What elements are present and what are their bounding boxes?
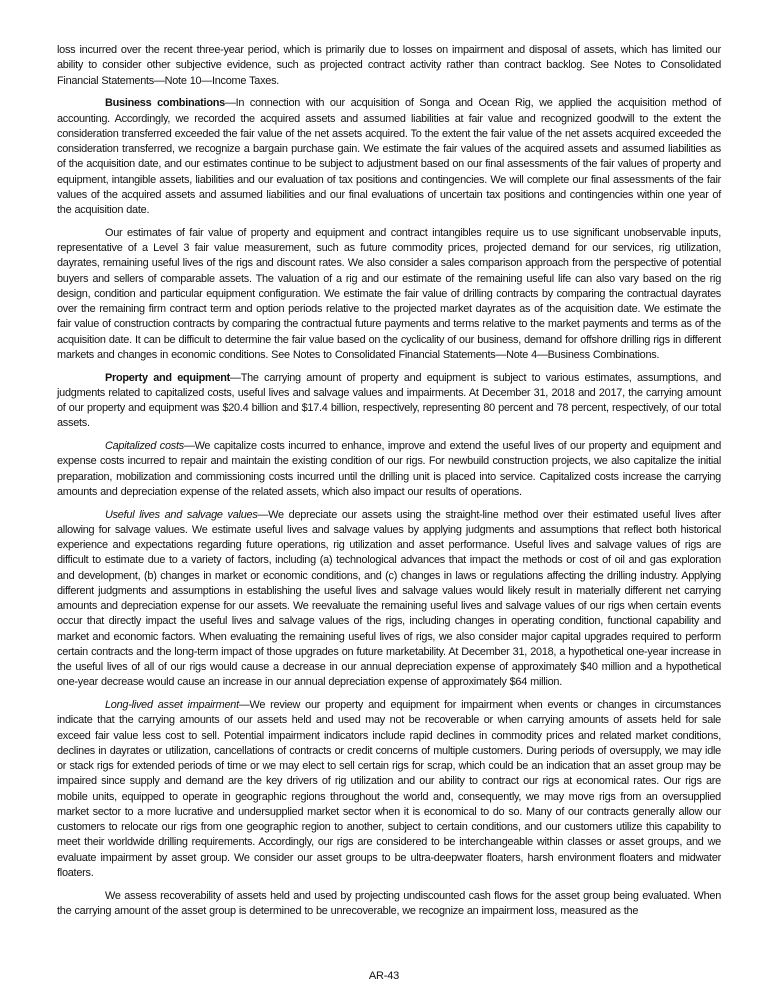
paragraph-capitalized-costs (57, 439, 721, 500)
subsection-heading: Capitalized costs (105, 440, 184, 452)
document-body (57, 43, 721, 927)
subsection-heading: Long-lived asset impairment (105, 699, 239, 711)
subsection-heading: Useful lives and salvage values (105, 508, 258, 521)
paragraph-text: loss incurred over the recent three-year period, which is primarily due to losses on impairment and disposal of assets, which has limited our ability to consider other subjective evidence, such as projected contract activity rather than contract backlog. See Notes to Consolidated Financial Statements—Note 10—Income Taxes. (57, 44, 721, 87)
paragraph-business-combinations (57, 96, 721, 218)
paragraph-text: Our estimates of fair value of property and equipment and contract intangibles require us to use significant unobservable inputs, representative of a Level 3 fair value measurement, such as future commodity prices, projected demand for our services, rig utilization, dayrates, remaining useful lives of the rigs and discount rates. We also consider a sales comparison approach from the perspective of potential buyers and sellers of comparable assets. The valuation of a rig and our estimate of the remaining useful life can also vary based on the rig design, condition and particular equipment configuration. We estimate the fair value of drilling contracts by comparing the contractual dayrates over the remaining firm contract term and option periods relative to the projected market dayrates as of the acquisition date. We estimate the fair value of construction contracts by comparing the contractual future payments and terms relative to the market payments and terms as of the acquisition date. It can be difficult to determine the fair value based on the cyclicality of our business, demand for offshore drilling rigs in different markets and changes in economic conditions. See Notes to Consolidated Financial Statements—Note 4—Business Combinations. (57, 226, 721, 361)
paragraph-text: We assess recoverability of assets held and used by projecting undiscounted cash flows for the asset group being evaluated. When the carrying amount of the asset group is determined to be unrecoverable, we recognize an impairment loss, measured as the (57, 889, 721, 917)
paragraph-text: —We capitalize costs incurred to enhance, improve and extend the useful lives of our property and equipment and expense costs incurred to repair and maintain the existing condition of our rigs. For newbuild construction projects, we also capitalize the initial preparation, mobilization and commissioning costs incurred until the drilling unit is placed into service. Capitalized costs increase the carrying amounts and depreciation expense of the related assets, which also impact our results of operations. (57, 440, 722, 498)
paragraph-text: —We review our property and equipment for impairment when events or changes in circumstances indicate that the carrying amounts of our assets held and used may not be recoverable or when carrying amounts of assets held for sale exceed fair value less cost to sell. Potential impairment indicators include rapid declines in commodity prices and related market conditions, declines in dayrates or utilization, cancellations of contracts or credit concerns of multiple customers. During periods of oversupply, we may idle or stack rigs for extended periods of time or we may elect to sell certain rigs for scrap, which could be an indication that an asset group may be impaired since supply and demand are the key drivers of rig utilization and our ability to contract our rigs at economical rates. Our rigs are mobile units, equipped to operate in geographic regions throughout the world and, consequently, we may move rigs from an oversupplied market sector to a more lucrative and undersupplied market sector when it is economical to do so. Many of our contracts generally allow our customers to relocate our rigs from one geographic region to another, subject to certain conditions, and our customers utilize this capability to meet their worldwide drilling requirements. Accordingly, our rigs are considered to be interchangeable within classes or asset groups, and we evaluate impairment by asset group. We consider our asset groups to be ultra-deepwater floaters, harsh environment floaters and midwater floaters. (57, 699, 722, 879)
paragraph-text: —We depreciate our assets using the straight-line method over their estimated useful lives after allowing for salvage values. We estimate useful lives and salvage values by applying judgments and assumptions that reflect both historical experience and expectations regarding future operations, rig utilization and asset performance. Useful lives and salvage values of rigs are difficult to estimate due to a variety of factors, including (a) technological advances that impact the methods or cost of oil and gas exploration and development, (b) changes in market or economic conditions, and (c) changes in laws or regulations affecting the drilling industry. Applying different judgments and assumptions in establishing the useful lives and salvage values would likely result in materially different net carrying amounts and depreciation expense for our assets. We reevaluate the remaining useful lives and salvage values of our rigs when certain events occur that directly impact the useful lives and salvage values of the rigs, including changes in operating condition, functional capability and market and economic factors. When evaluating the remaining useful lives of rigs, we also consider major capital upgrades required to perform certain contracts and the long-term impact of those upgrades on future marketability. At December 31, 2018, a hypothetical one-year increase in the useful lives of all of our rigs would cause a decrease in our annual depreciation expense of approximately $40 million and a hypothetical one-year decrease would cause an increase in our annual depreciation expense of approximately $64 million. (57, 508, 721, 689)
paragraph-recoverability (57, 889, 721, 920)
paragraph-text: —The carrying amount of property and equipment is subject to various estimates, assumptions, and judgments related to capitalized costs, useful lives and salvage values and impairments. At December 31, 2018 and 2017, the carrying amount of our property and equipment was $20.4 billion and $17.4 billion, respectively, representing 80 percent and 78 percent, respectively, of our total assets. (57, 371, 722, 430)
paragraph-tax-continuation (57, 43, 721, 89)
paragraph-impairment (57, 698, 721, 881)
paragraph-useful-lives (57, 508, 721, 691)
section-heading: Property and equipment (105, 371, 231, 384)
page-number: AR-43 (368, 970, 400, 982)
section-heading: Business combinations (105, 97, 225, 110)
paragraph-property-equipment (57, 371, 721, 432)
paragraph-text: —In connection with our acquisition of Songa and Ocean Rig, we applied the acquisition method of accounting. Accordingly, we recorded the acquired assets and assumed liabilities at fair value and recognized goodwill to the extent the consideration transferred exceeded the fair value of the net assets acquired. To the extent the fair value of the net assets acquired exceeded the consideration transferred, we recognize a bargain purchase gain. We estimate the fair values of the acquired assets and assumed liabilities as of the acquisition date, and our estimates continue to be subject to adjustment based on our final assessments of the fair values of property and equipment, intangible assets, liabilities and our evaluation of tax positions and contingencies. We will complete our final assessments of the fair values of the acquired assets and assumed liabilities and our final evaluations of uncertain tax positions and contingencies within one year of the acquisition date. (57, 97, 722, 216)
paragraph-fair-value-estimates (57, 226, 721, 363)
